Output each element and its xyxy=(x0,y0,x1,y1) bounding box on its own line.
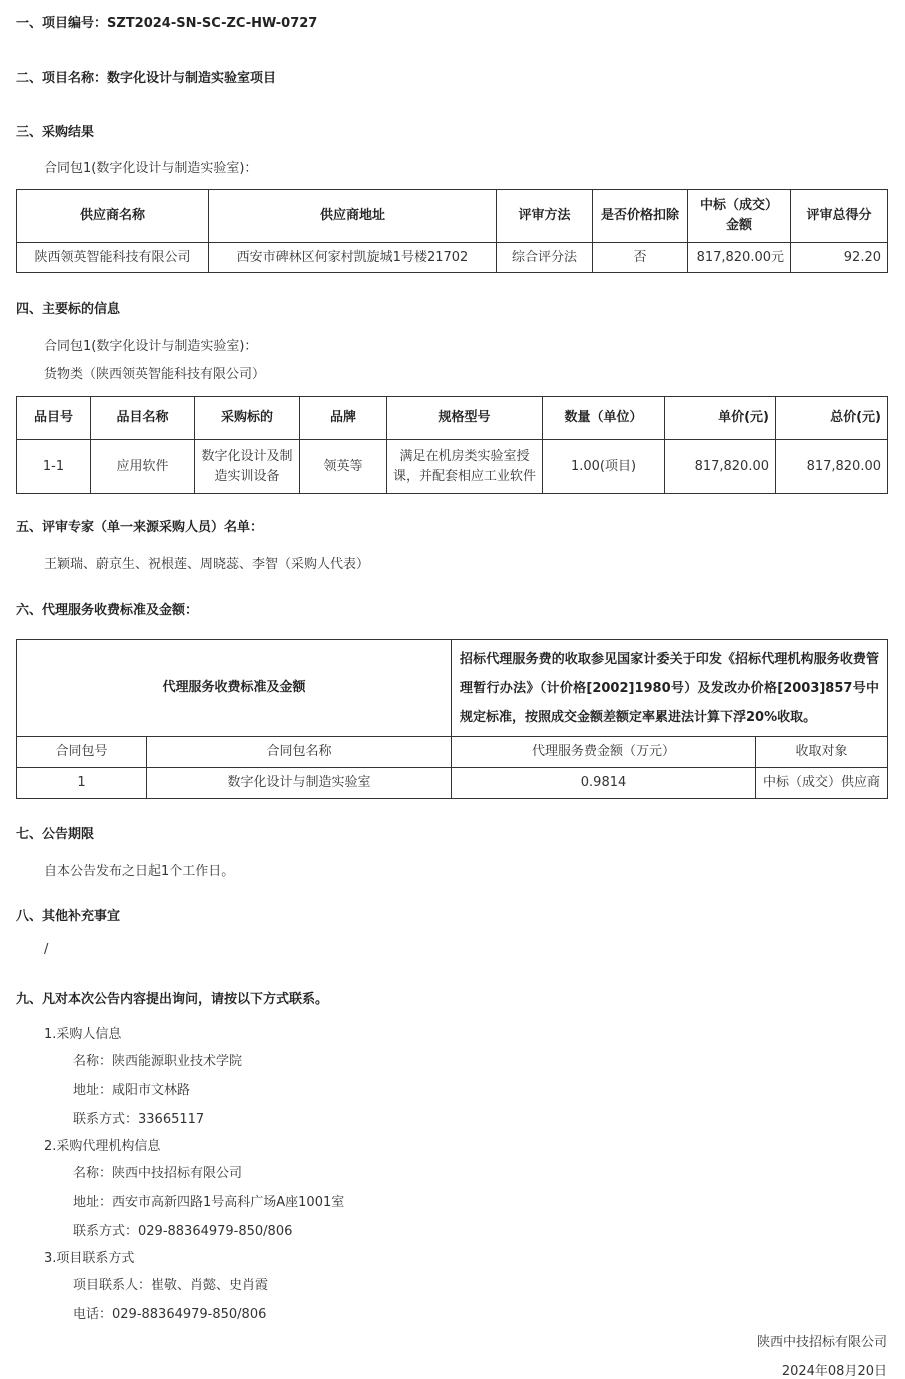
cell-item-name: 应用软件 xyxy=(91,440,195,494)
period-text: 自本公告发布之日起1个工作日。 xyxy=(44,864,235,879)
cell-item-number: 1-1 xyxy=(17,440,91,494)
cell-spec-model: 满足在机房类实验室授课，并配套相应工业软件 xyxy=(387,440,543,494)
col-supplier-address: 供应商地址 xyxy=(209,190,497,243)
cell-package-number: 1 xyxy=(17,768,147,799)
col-fee-amount: 代理服务费金额（万元） xyxy=(452,737,756,768)
fee-table xyxy=(16,639,888,799)
col-review-method: 评审方法 xyxy=(497,190,593,243)
cell-supplier-address: 西安市碑林区何家村凯旋城1号楼21702 xyxy=(209,243,497,273)
section-result-heading: 三、采购结果 xyxy=(16,125,95,140)
agency-address: 地址：西安市高新四路1号高科广场A座1001室 xyxy=(73,1195,345,1210)
col-quantity: 数量（单位） xyxy=(543,397,665,440)
purchaser-name: 名称：陕西能源职业技术学院 xyxy=(73,1054,243,1069)
purchaser-info-heading: 1.采购人信息 xyxy=(44,1027,122,1042)
cell-brand: 领英等 xyxy=(300,440,387,494)
experts-list: 王颖瑞、蔚京生、祝根莲、周晓蕊、李智（采购人代表） xyxy=(44,557,370,572)
cell-procurement-subject: 数字化设计及制造实训设备 xyxy=(195,440,300,494)
section-fee-heading: 六、代理服务收费标准及金额： xyxy=(16,603,199,618)
section-main-items-heading: 四、主要标的信息 xyxy=(16,302,121,317)
col-fee-payer: 收取对象 xyxy=(756,737,888,768)
result-table xyxy=(16,189,888,273)
cell-award-amount: 817,820.00元 xyxy=(688,243,791,273)
project-contact-person: 项目联系人：崔敬、肖懿、史肖霞 xyxy=(73,1278,269,1293)
section-project-number: 一、项目编号：SZT2024-SN-SC-ZC-HW-0727 xyxy=(16,16,318,31)
cell-total-score: 92.20 xyxy=(791,243,888,273)
agency-info-heading: 2.采购代理机构信息 xyxy=(44,1139,161,1154)
cell-review-method: 综合评分法 xyxy=(497,243,593,273)
col-procurement-subject: 采购标的 xyxy=(195,397,300,440)
signature-company: 陕西中技招标有限公司 xyxy=(756,1335,887,1350)
cell-total-price: 817,820.00 xyxy=(776,440,888,494)
table-row xyxy=(17,243,888,273)
fee-table-header xyxy=(17,737,888,768)
signature-date: 2024年08月20日 xyxy=(781,1364,887,1379)
cell-package-name: 数字化设计与制造实验室 xyxy=(147,768,452,799)
items-category-label: 货物类（陕西领英智能科技有限公司） xyxy=(44,367,266,382)
cell-price-deduction: 否 xyxy=(593,243,688,273)
col-spec-model: 规格型号 xyxy=(387,397,543,440)
section-period-heading: 七、公告期限 xyxy=(16,827,95,842)
table-row xyxy=(17,440,888,494)
col-item-number: 品目号 xyxy=(17,397,91,440)
purchaser-address: 地址：咸阳市文林路 xyxy=(73,1083,191,1098)
result-package-label: 合同包1(数字化设计与制造实验室)： xyxy=(44,161,258,176)
result-table-header xyxy=(17,190,888,243)
goods-table-header xyxy=(17,397,888,440)
other-text: / xyxy=(44,942,49,957)
project-contact-heading: 3.项目联系方式 xyxy=(44,1251,135,1266)
project-contact-phone: 电话：029-88364979-850/806 xyxy=(73,1307,267,1322)
fee-standard-label: 代理服务收费标准及金额 xyxy=(17,640,452,737)
section-contact-heading: 九、凡对本次公告内容提出询问，请按以下方式联系。 xyxy=(16,992,329,1007)
cell-fee-amount: 0.9814 xyxy=(452,768,756,799)
agency-contact: 联系方式：029-88364979-850/806 xyxy=(73,1224,293,1239)
col-brand: 品牌 xyxy=(300,397,387,440)
col-price-deduction: 是否价格扣除 xyxy=(593,190,688,243)
section-other-heading: 八、其他补充事宜 xyxy=(16,909,121,924)
col-total-price: 总价(元) xyxy=(776,397,888,440)
goods-table xyxy=(16,396,888,494)
cell-supplier-name: 陕西领英智能科技有限公司 xyxy=(17,243,209,273)
section-project-name: 二、项目名称：数字化设计与制造实验室项目 xyxy=(16,71,277,86)
cell-unit-price: 817,820.00 xyxy=(665,440,776,494)
col-unit-price: 单价(元) xyxy=(665,397,776,440)
items-package-label: 合同包1(数字化设计与制造实验室)： xyxy=(44,339,258,354)
cell-fee-payer: 中标（成交）供应商 xyxy=(756,768,888,799)
fee-standard-row xyxy=(17,640,888,737)
agency-name: 名称：陕西中技招标有限公司 xyxy=(73,1166,243,1181)
col-package-number: 合同包号 xyxy=(17,737,147,768)
cell-quantity: 1.00(项目) xyxy=(543,440,665,494)
purchaser-contact: 联系方式：33665117 xyxy=(73,1112,205,1127)
col-total-score: 评审总得分 xyxy=(791,190,888,243)
fee-standard-description: 招标代理服务费的收取参见国家计委关于印发《招标代理机构服务收费管理暂行办法》（计价格[2002]1980号）及发改办价格[2003]857号中规定标准，按照成交金额差额定率累进法计算下浮20%收取。 xyxy=(452,640,888,737)
col-award-amount: 中标（成交）金额 xyxy=(688,190,791,243)
table-row xyxy=(17,768,888,799)
col-item-name: 品目名称 xyxy=(91,397,195,440)
col-supplier-name: 供应商名称 xyxy=(17,190,209,243)
col-package-name: 合同包名称 xyxy=(147,737,452,768)
section-experts-heading: 五、评审专家（单一来源采购人员）名单： xyxy=(16,520,264,535)
